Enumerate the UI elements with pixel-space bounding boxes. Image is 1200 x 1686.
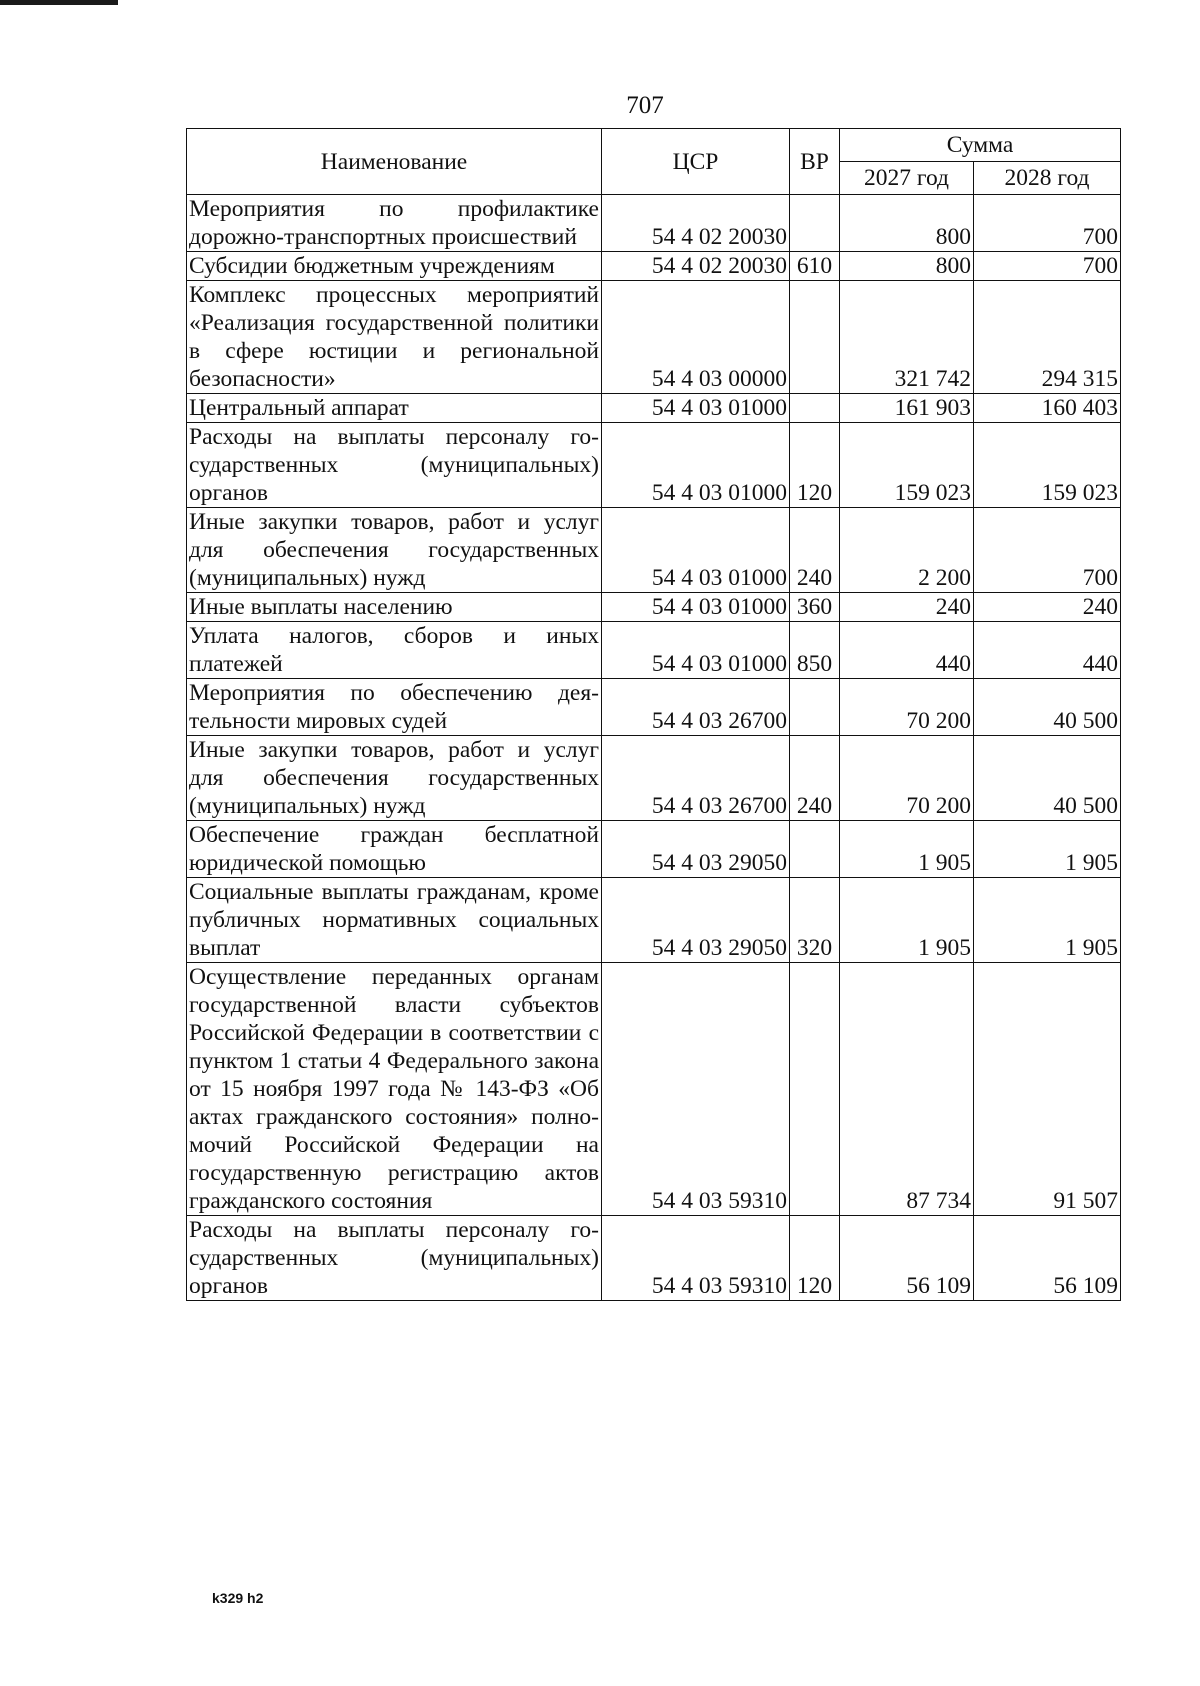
row-csr: 54 4 03 01000 — [602, 622, 790, 679]
row-name: Комплекс процессных мероприятий «Реализация государственной политики в сфере юстиции и региональной безопасности» — [187, 281, 602, 394]
row-sum-2027: 70 200 — [840, 736, 974, 821]
row-name: Иные закупки товаров, работ и услуг для обеспечения государственных (муниципальных) нужд — [187, 508, 602, 593]
table-row — [187, 252, 1121, 281]
row-vr: 120 — [790, 423, 840, 508]
row-sum-2028: 1 905 — [974, 821, 1121, 878]
row-csr: 54 4 03 29050 — [602, 878, 790, 963]
row-csr: 54 4 03 01000 — [602, 593, 790, 622]
row-name: Центральный аппарат — [187, 394, 602, 423]
row-sum-2028: 294 315 — [974, 281, 1121, 394]
row-name: Иные выплаты населению — [187, 593, 602, 622]
row-csr: 54 4 03 59310 — [602, 1216, 790, 1301]
row-sum-2028: 700 — [974, 195, 1121, 252]
table-row — [187, 281, 1121, 394]
table-row — [187, 423, 1121, 508]
table-row — [187, 679, 1121, 736]
row-vr: 360 — [790, 593, 840, 622]
row-sum-2028: 240 — [974, 593, 1121, 622]
row-vr: 320 — [790, 878, 840, 963]
row-sum-2028: 56 109 — [974, 1216, 1121, 1301]
header-vr: ВР — [790, 129, 840, 195]
row-csr: 54 4 03 26700 — [602, 736, 790, 821]
row-vr — [790, 963, 840, 1216]
row-name: Социальные выплаты гражданам, кроме публичных нормативных социальных выплат — [187, 878, 602, 963]
row-name: Иные закупки товаров, работ и услуг для обеспечения государственных (муниципальных) нужд — [187, 736, 602, 821]
row-sum-2028: 440 — [974, 622, 1121, 679]
header-sum: Сумма — [840, 129, 1121, 162]
row-sum-2028: 40 500 — [974, 679, 1121, 736]
footer-code: k329 h2 — [212, 1590, 264, 1606]
row-sum-2027: 321 742 — [840, 281, 974, 394]
row-sum-2027: 240 — [840, 593, 974, 622]
row-sum-2028: 1 905 — [974, 878, 1121, 963]
row-csr: 54 4 02 20030 — [602, 195, 790, 252]
header-csr: ЦСР — [602, 129, 790, 195]
scan-edge-mark — [0, 0, 118, 5]
row-vr: 120 — [790, 1216, 840, 1301]
row-name: Мероприятия по обеспечению деятельности мировых судей — [187, 679, 602, 736]
row-name: Уплата налогов, сборов и иных платежей — [187, 622, 602, 679]
row-vr: 850 — [790, 622, 840, 679]
row-name: Осуществление переданных органам государственной власти субъектов Российской Федерации в соответствии с пунктом 1 статьи 4 Федерального закона от 15 ноября 1997 года № 143-ФЗ «Об актах гражданского состояния» полномочий Российской Федерации на государственную регистрацию актов гражданского состояния — [187, 963, 602, 1216]
row-sum-2027: 159 023 — [840, 423, 974, 508]
row-sum-2027: 56 109 — [840, 1216, 974, 1301]
table-row — [187, 195, 1121, 252]
row-sum-2027: 1 905 — [840, 821, 974, 878]
row-sum-2028: 159 023 — [974, 423, 1121, 508]
row-vr: 240 — [790, 508, 840, 593]
table-row — [187, 736, 1121, 821]
header-year-2027: 2027 год — [840, 162, 974, 195]
row-csr: 54 4 03 59310 — [602, 963, 790, 1216]
row-csr: 54 4 03 29050 — [602, 821, 790, 878]
row-name: Мероприятия по профилактике дорожно-транспортных происшествий — [187, 195, 602, 252]
row-vr — [790, 679, 840, 736]
row-sum-2027: 87 734 — [840, 963, 974, 1216]
row-sum-2028: 40 500 — [974, 736, 1121, 821]
header-year-2028: 2028 год — [974, 162, 1121, 195]
row-name: Субсидии бюджетным учреждениям — [187, 252, 602, 281]
table-row — [187, 963, 1121, 1216]
row-vr: 610 — [790, 252, 840, 281]
table-row — [187, 878, 1121, 963]
row-sum-2027: 1 905 — [840, 878, 974, 963]
row-name: Расходы на выплаты персоналу государственных (муниципальных) органов — [187, 423, 602, 508]
row-sum-2027: 440 — [840, 622, 974, 679]
row-csr: 54 4 03 01000 — [602, 394, 790, 423]
page-number: 707 — [626, 92, 664, 119]
header-name: Наименование — [187, 129, 602, 195]
row-sum-2027: 161 903 — [840, 394, 974, 423]
row-vr — [790, 281, 840, 394]
table-row — [187, 1216, 1121, 1301]
row-csr: 54 4 03 00000 — [602, 281, 790, 394]
table-row — [187, 508, 1121, 593]
row-vr: 240 — [790, 736, 840, 821]
row-vr — [790, 394, 840, 423]
row-sum-2027: 70 200 — [840, 679, 974, 736]
row-sum-2027: 800 — [840, 252, 974, 281]
table-row — [187, 821, 1121, 878]
row-sum-2028: 91 507 — [974, 963, 1121, 1216]
row-csr: 54 4 03 01000 — [602, 508, 790, 593]
table-body — [187, 195, 1121, 1301]
row-csr: 54 4 02 20030 — [602, 252, 790, 281]
row-vr — [790, 821, 840, 878]
table-row — [187, 593, 1121, 622]
row-name: Обеспечение граждан бесплатной юридической помощью — [187, 821, 602, 878]
row-sum-2027: 2 200 — [840, 508, 974, 593]
row-csr: 54 4 03 01000 — [602, 423, 790, 508]
row-vr — [790, 195, 840, 252]
row-sum-2028: 700 — [974, 508, 1121, 593]
budget-table — [186, 128, 1121, 1301]
row-sum-2027: 800 — [840, 195, 974, 252]
table-row — [187, 394, 1121, 423]
row-csr: 54 4 03 26700 — [602, 679, 790, 736]
row-name: Расходы на выплаты персоналу государственных (муниципальных) органов — [187, 1216, 602, 1301]
row-sum-2028: 160 403 — [974, 394, 1121, 423]
table-row — [187, 622, 1121, 679]
row-sum-2028: 700 — [974, 252, 1121, 281]
